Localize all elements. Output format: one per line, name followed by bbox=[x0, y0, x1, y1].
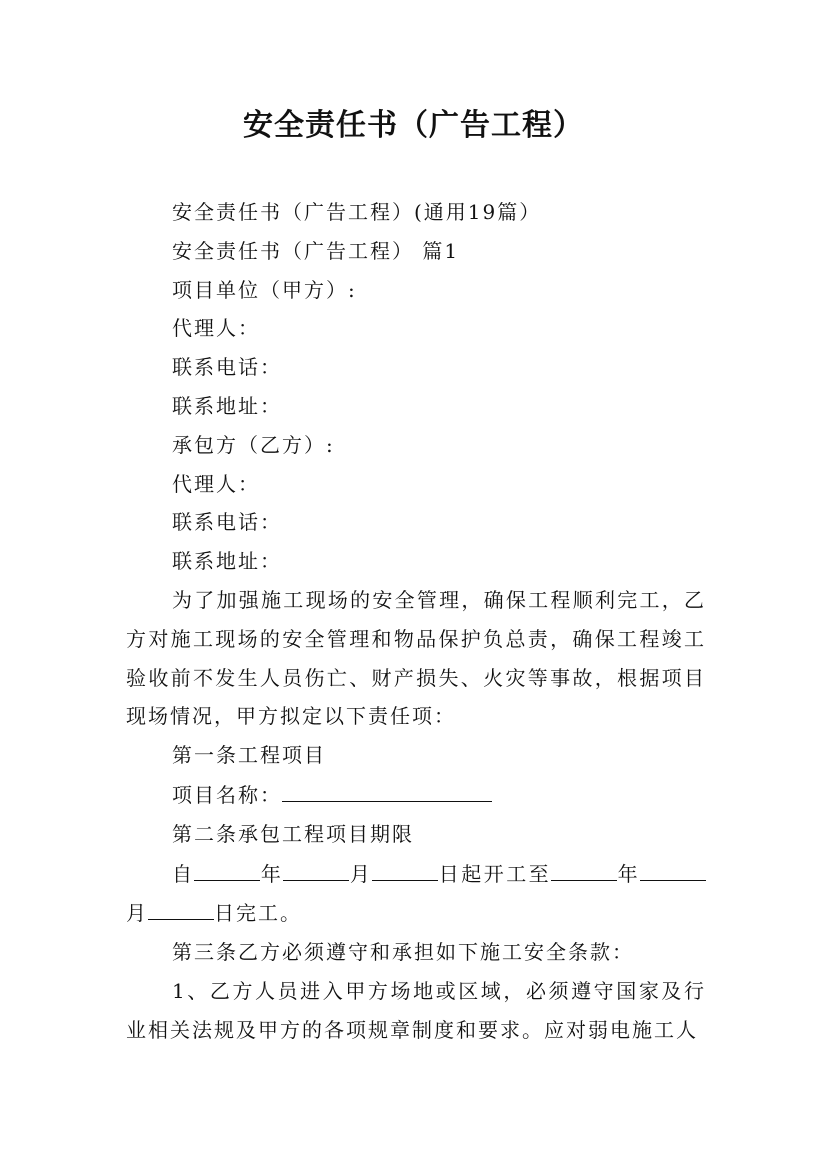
phone-a-line: 联系电话： bbox=[172, 355, 282, 380]
project-name-blank bbox=[282, 775, 492, 802]
start-month-blank bbox=[283, 854, 349, 881]
party-a-line: 项目单位（甲方）: bbox=[172, 277, 357, 302]
address-a-line: 联系地址： bbox=[172, 393, 282, 418]
period-line bbox=[126, 854, 706, 934]
party-b-line: 承包方（乙方）: bbox=[172, 432, 335, 457]
document-body bbox=[126, 193, 706, 1050]
project-name-label: 项目名称： bbox=[172, 782, 282, 807]
period-start-text: 日起开工至 bbox=[438, 861, 552, 886]
period-from-text: 自 bbox=[172, 861, 195, 886]
start-year-blank bbox=[194, 854, 260, 881]
section-heading: 安全责任书（广告工程） 篇1 bbox=[172, 238, 460, 263]
agent-a-line: 代理人： bbox=[172, 316, 260, 341]
period-month-text: 月 bbox=[349, 861, 373, 886]
document-title: 安全责任书（广告工程） bbox=[243, 108, 584, 143]
clause-1-paragraph: 1、乙方人员进入甲方场地或区域，必须遵守国家及行业相关法规及甲方的各项规章制度和要求。应对弱电施工人 bbox=[126, 978, 706, 1042]
end-year-blank bbox=[551, 854, 617, 881]
address-b-line: 联系地址： bbox=[172, 549, 282, 574]
period-end-month-text: 月 bbox=[126, 901, 148, 926]
phone-b-line: 联系电话： bbox=[172, 510, 282, 535]
end-month-blank bbox=[640, 854, 706, 881]
period-end-year-text: 年 bbox=[617, 861, 641, 886]
article-2-heading: 第二条承包工程项目期限 bbox=[172, 821, 414, 846]
subtitle-line: 安全责任书（广告工程）(通用19篇） bbox=[172, 200, 542, 224]
article-3-heading: 第三条乙方必须遵守和承担如下施工安全条款： bbox=[172, 940, 634, 965]
period-year-text: 年 bbox=[260, 861, 284, 886]
end-day-blank bbox=[148, 893, 214, 920]
start-day-blank bbox=[372, 854, 438, 881]
period-end-text: 日完工。 bbox=[214, 901, 302, 926]
intro-paragraph: 为了加强施工现场的安全管理，确保工程顺利完工，乙方对施工现场的安全管理和物品保护负总责，确保工程竣工验收前不发生人员伤亡、财产损失、火灾等事故，根据项目现场情况，甲方拟定以下责任项： bbox=[126, 587, 706, 729]
agent-b-line: 代理人： bbox=[172, 471, 260, 496]
project-name-line bbox=[126, 775, 706, 815]
article-1-heading: 第一条工程项目 bbox=[172, 743, 326, 768]
